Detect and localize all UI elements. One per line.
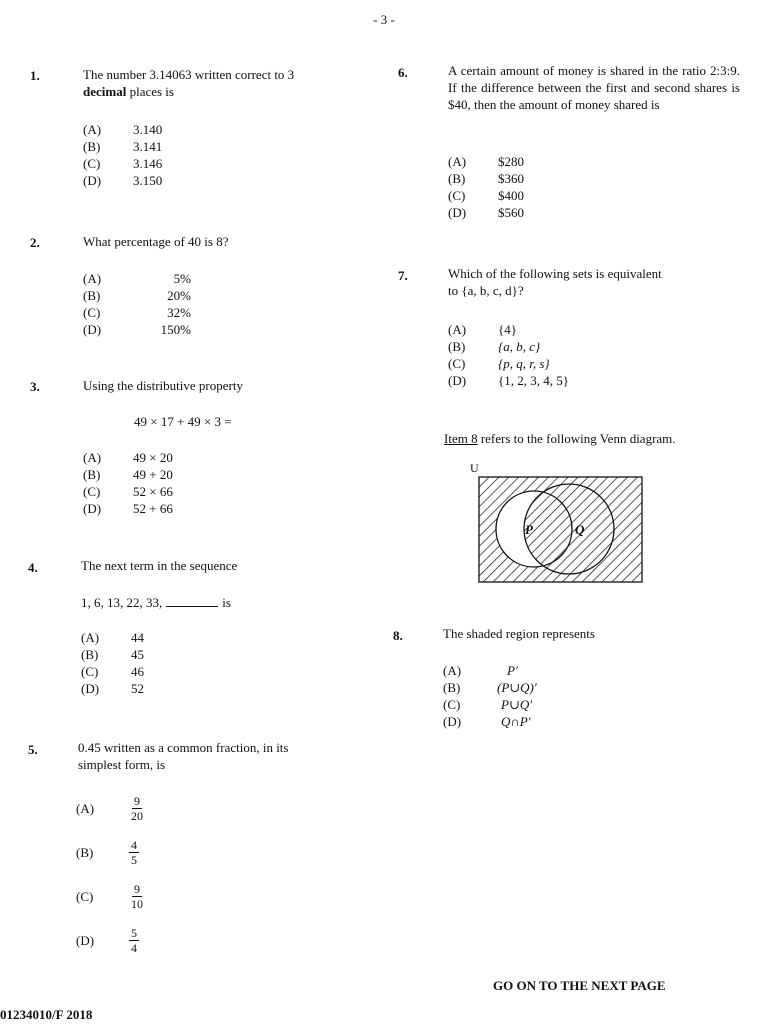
question-4-text: The next term in the sequence [81,558,238,573]
question-6-options [448,153,524,221]
option-value: $400 [498,188,524,203]
question-3-text: Using the distributive property [83,378,243,393]
fraction [129,794,145,823]
question-4-sequence: 1, 6, 13, 22, 33, [81,595,163,610]
venn-diagram-svg [466,460,648,586]
option-value: 52 [131,681,144,696]
option-label[interactable]: (B) [448,171,466,186]
question-8-options [443,662,537,730]
option-value: $360 [498,171,524,186]
set-q-label: Q [575,522,585,537]
fraction-numerator: 5 [131,925,137,940]
question-4-options [81,629,144,697]
option-label[interactable]: (C) [83,305,101,320]
option-value: 20% [167,288,191,303]
option-value: 44 [131,630,144,645]
option-row[interactable] [76,918,145,962]
option-value: 150% [160,322,191,337]
answer-blank [166,606,218,607]
question-5-text-line1: 0.45 written as a common fraction, in its [78,740,289,755]
question-7-options [448,321,569,389]
option-value: 3.150 [133,173,163,188]
question-1-text [83,66,373,100]
option-label[interactable]: (D) [76,932,95,948]
option-label[interactable]: (C) [443,697,461,712]
option-label[interactable]: (D) [83,173,102,188]
fraction-numerator: 4 [131,837,137,852]
option-value: 49 + 20 [133,467,173,482]
question-4-suffix: is [222,595,231,610]
option-label[interactable]: (B) [83,139,101,154]
option-row[interactable] [76,830,145,874]
fraction-numerator: 9 [134,793,140,808]
fraction-denominator: 20 [131,808,143,823]
question-3-number: 3. [30,379,40,394]
option-label[interactable]: (D) [81,681,100,696]
option-label[interactable]: (C) [448,188,466,203]
option-value: 52 × 66 [133,484,173,499]
set-p-label: P [525,522,533,537]
option-label[interactable]: (A) [76,800,95,816]
fraction-denominator: 4 [131,940,137,955]
option-label[interactable]: (B) [81,647,99,662]
option-label[interactable]: (C) [81,664,99,679]
option-value: Q∩P′ [501,714,531,729]
option-value: {a, b, c} [498,339,541,354]
option-value: 46 [131,664,144,679]
venn-intro-text: refers to the following Venn diagram. [480,431,676,446]
question-1-text-bold: decimal [83,84,127,99]
fraction [129,882,145,911]
paper-code: 01234010/F 2018 [0,1007,93,1022]
question-7-number: 7. [398,268,408,283]
option-value: {4} [498,322,517,337]
option-row[interactable] [76,786,145,830]
option-value: {1, 2, 3, 4, 5} [498,373,569,388]
question-5-number: 5. [28,742,38,757]
question-1-number: 1. [30,68,40,83]
option-label[interactable]: (C) [448,356,466,371]
option-value: $280 [498,154,524,169]
option-label[interactable]: (B) [76,844,94,860]
option-value: 45 [131,647,144,662]
fraction-numerator: 9 [134,881,140,896]
option-value: 3.141 [133,139,163,154]
question-7-text-line2: to {a, b, c, d}? [448,283,524,298]
fraction [129,838,139,867]
option-label[interactable]: (D) [448,205,467,220]
option-label[interactable]: (A) [81,630,100,645]
option-label[interactable]: (A) [443,663,462,678]
option-label[interactable]: (A) [448,322,467,337]
option-row[interactable] [76,874,145,918]
venn-intro-item-ref: Item 8 [444,431,478,446]
option-label[interactable]: (B) [448,339,466,354]
question-1-text-pre: The number 3.14063 written correct to 3 [83,67,295,82]
question-5-text-line2: simplest form, is [78,757,166,772]
fraction-denominator: 5 [131,852,137,867]
question-3-expression: 49 × 17 + 49 × 3 = [134,414,232,429]
next-page-notice: GO ON TO THE NEXT PAGE [493,978,666,993]
universal-label: U [470,461,479,475]
option-label[interactable]: (B) [83,467,101,482]
question-6-text: A certain amount of money is shared in the ratio 2:3:9. If the difference between the first and second shares is $40, then the amount of money shared is [448,63,740,112]
option-label[interactable]: (A) [83,122,102,137]
option-label[interactable]: (B) [443,680,461,695]
question-5-text [78,739,368,773]
option-value: 52 + 66 [133,501,173,516]
question-7-text-line1: Which of the following sets is equivalent [448,266,662,281]
question-3-options [83,449,173,517]
fraction [129,926,139,955]
question-4-sequence-line [81,594,231,611]
question-1-text-post: places is [129,84,174,99]
option-label[interactable]: (D) [448,373,467,388]
option-label[interactable]: (A) [448,154,467,169]
option-label[interactable]: (C) [83,484,101,499]
question-8-text: The shaded region represents [443,626,595,641]
option-label[interactable]: (D) [83,501,102,516]
fraction-denominator: 10 [131,896,143,911]
option-label[interactable]: (D) [443,714,462,729]
option-label[interactable]: (C) [76,888,94,904]
venn-diagram [466,460,648,586]
question-2-number: 2. [30,235,40,250]
option-label[interactable]: (B) [83,288,101,303]
option-label[interactable]: (C) [83,156,101,171]
question-1-options [83,121,162,189]
option-value: 3.146 [133,156,163,171]
venn-intro [444,430,676,447]
option-value: P∪Q′ [501,697,533,712]
question-2-options [83,270,191,338]
option-value: $560 [498,205,524,220]
option-value: 32% [167,305,191,320]
option-value: (P∪Q)′ [497,680,537,695]
page-number: - 3 - [373,12,395,27]
option-label[interactable]: (A) [83,271,102,286]
option-label[interactable]: (A) [83,450,102,465]
question-4-number: 4. [28,560,38,575]
option-value: {p, q, r, s} [498,356,550,371]
question-5-options [76,786,145,962]
option-value: 5% [173,271,191,286]
option-value: 3.140 [133,122,163,137]
question-7-text [448,265,740,299]
question-6-number: 6. [398,65,408,80]
option-label[interactable]: (D) [83,322,102,337]
question-2-text: What percentage of 40 is 8? [83,234,229,249]
option-value: P′ [507,663,518,678]
question-8-number: 8. [393,628,403,643]
option-value: 49 × 20 [133,450,173,465]
